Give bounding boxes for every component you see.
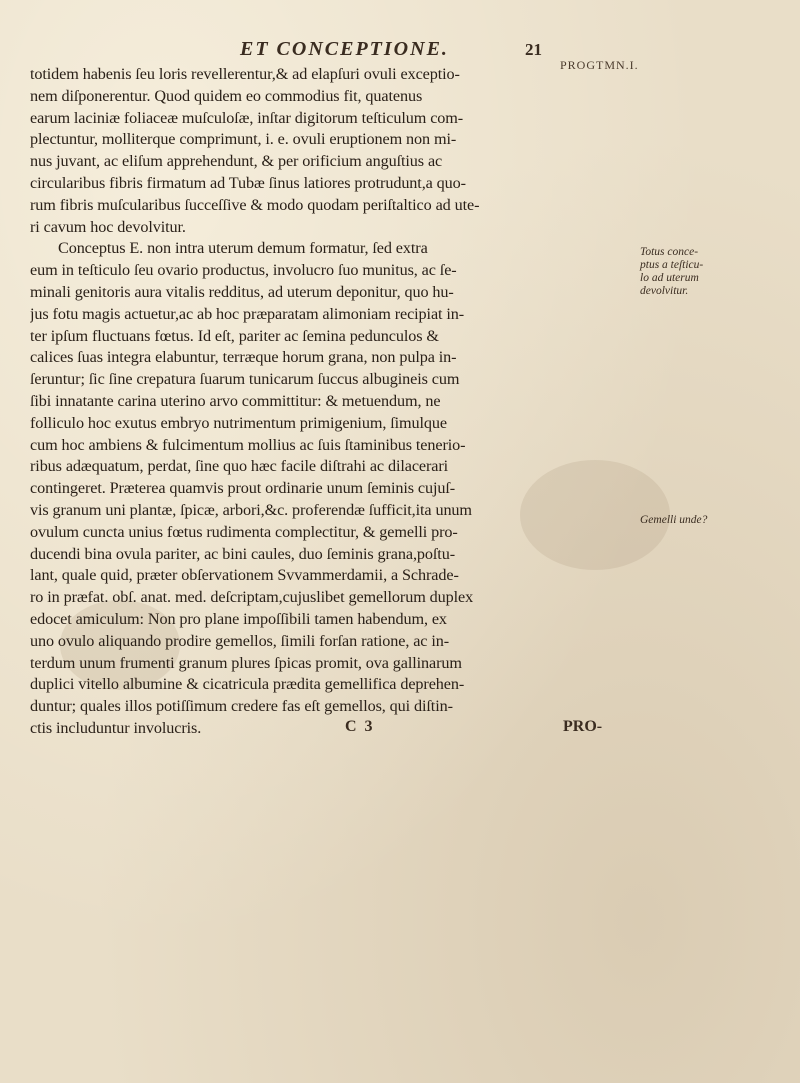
margin-note-line: Totus conce- [640,246,699,258]
text-line: edocet amiculum: Non pro plane impoſſibili tamen habendum, ex [30,609,447,628]
text-line: nus juvant, ac eliſum apprehendunt, & per orificium anguſtius ac [30,152,443,171]
header-signature: PROGTMN.I. [560,58,639,72]
text-line: earum laciniæ foliaceæ muſculoſæ, inſtar digitorum teſticulum com- [30,108,464,127]
margin-note-line: Gemelli unde? [640,514,708,526]
margin-note-conceptus [640,246,703,298]
page-number: 21 [525,40,542,59]
text-line: calices ſuas integra elabuntur, terræque horum grana, non pulpa in- [30,348,457,367]
text-line: plectuntur, molliterque comprimunt, i. e. ovuli eruptionem non mi- [30,130,457,149]
text-line: terdum unum frumenti granum plures ſpicas promit, ova gallinarum [30,653,462,672]
text-line: duntur; quales illos potiſſimum credere fas eſt gemellos, qui diſtin- [30,697,453,716]
margin-note-gemelli [640,514,707,527]
text-line: minali genitoris aura vitalis redditus, ad uterum deponitur, quo hu- [30,282,454,301]
margin-note-line: devolvitur. [640,285,689,297]
text-line: ſibi innatante carina uterino arvo committitur: & metuendum, ne [30,391,441,410]
text-line: eum in teſticulo ſeu ovario productus, involucro ſuo munitus, ac ſe- [30,261,457,280]
margin-note-line: ptus a teſticu- [640,259,704,271]
footer-signature: C 3 [345,718,375,735]
text-line: circularibus fibris firmatum ad Tubæ ſinus latiores protrudunt,a quo- [30,173,466,192]
text-line: ro in præfat. obſ. anat. med. deſcriptam,cujuslibet gemellorum duplex [30,588,474,607]
text-line: ducendi bina ovula pariter, ac bini caules, duo ſeminis grana,poſtu- [30,544,455,563]
text-line: jus fotu magis actuetur,ac ab hoc præparatam alimoniam recipiat in- [30,304,465,323]
margin-note-line: lo ad uterum [640,272,699,284]
text-line: contingeret. Præterea quamvis prout ordinarie unum ſeminis cujuſ- [30,479,456,498]
text-line: cum hoc ambiens & fulcimentum mollius ac ſuis ſtaminibus tenerio- [30,435,466,454]
text-line: totidem habenis ſeu loris revellerentur,& ad elapſuri ovuli exceptio- [30,65,460,83]
text-line: Conceptus E. non intra uterum demum formatur, ſed extra [58,239,428,258]
text-line: ribus adæquatum, perdat, ſine quo hæc facile diſtrahi ac dilacerari [30,457,449,476]
text-line: nem diſponerentur. Quod quidem eo commodius fit, quatenus [30,86,423,105]
text-line: ter ipſum fluctuans fœtus. Id eſt, pariter ac ſemina pedunculos & [30,326,439,345]
text-line: vis granum uni plantæ, ſpicæ, arbori,&c. proferendæ ſufficit,ita unum [30,500,472,519]
text-line: lant, quale quid, præter obſervationem Svvammerdamii, a Schrade- [30,566,459,585]
text-line: ſeruntur; ſic ſine crepatura ſuarum tunicarum ſuccus albugineis cum [30,370,460,389]
text-line: duplici vitello albumine & cicatricula prædita gemellifica deprehen- [30,675,465,694]
text-line: uno ovulo aliquando prodire gemellos, ſimili forſan ratione, ac in- [30,631,450,650]
text-line: folliculo hoc exutus embryo nutrimentum primigenium, ſimulque [30,413,447,432]
footer-catchword: PRO- [563,718,603,735]
body-text [30,64,630,740]
text-line: ovulum cuncta unius fœtus rudimenta complectitur, & gemelli pro- [30,522,458,541]
text-line: ri cavum hoc devolvitur. [30,217,186,236]
text-line: ctis includuntur involucris. [30,718,202,737]
text-line: rum fibris muſcularibus ſucceſſive & modo quodam periſtaltico ad ute- [30,195,480,214]
running-head: ET CONCEPTIONE. [240,38,449,60]
